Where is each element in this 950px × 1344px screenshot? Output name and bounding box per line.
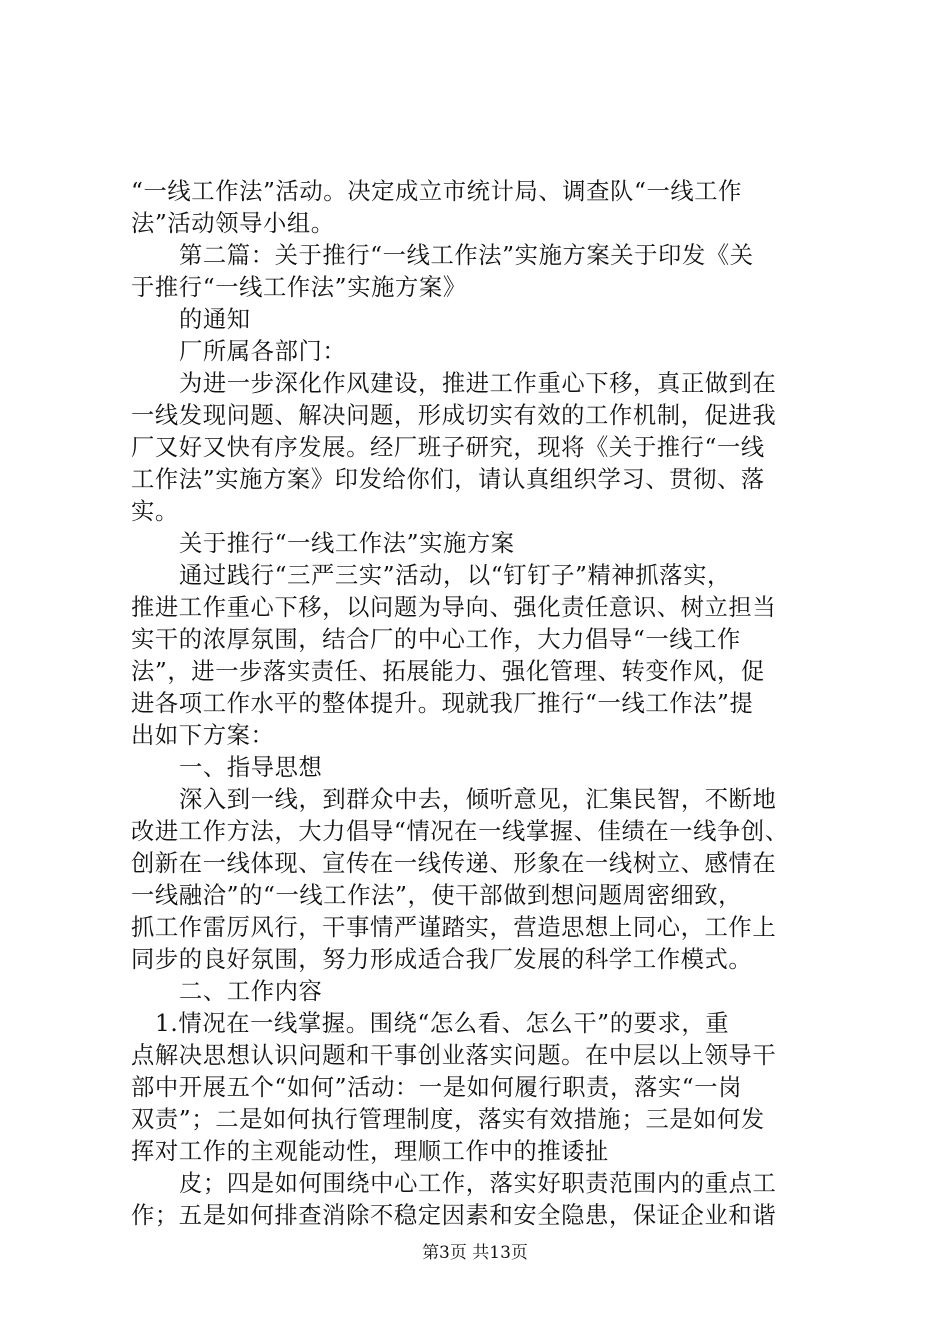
text-line: 改进工作方法，大力倡导“情况在一线掌握、佳绩在一线争创、 [131, 818, 789, 845]
text-line: 深入到一线，到群众中去，倾听意见，汇集民智，不断地 [179, 786, 777, 813]
text-line: 二、工作内容 [179, 978, 323, 1005]
text-line: 为进一步深化作风建设，推进工作重心下移，真正做到在 [179, 370, 777, 397]
text-line: 厂又好又快有序发展。经厂班子研究，现将《关于推行“一线 [131, 434, 765, 461]
text-line: 抓工作雷厉风行，干事情严谨踏实，营造思想上同心，工作上 [131, 914, 777, 941]
text-line: 工作法”实施方案》印发给你们，请认真组织学习、贯彻、落 [131, 466, 765, 493]
text-line: 作；五是如何排查消除不稳定因素和安全隐患，保证企业和谐 [131, 1202, 777, 1229]
text-line: 关于推行“一线工作法”实施方案 [179, 530, 515, 557]
text-line: 的通知 [179, 306, 251, 333]
text-line: 双责”；二是如何执行管理制度，落实有效措施；三是如何发 [131, 1106, 765, 1133]
text-line: 出如下方案： [131, 722, 275, 749]
text-line: 皮；四是如何围绕中心工作，落实好职责范围内的重点工 [179, 1170, 777, 1197]
text-line: 部中开展五个“如何”活动：一是如何履行职责，落实“一岗 [131, 1074, 743, 1101]
text-line: 第二篇：关于推行“一线工作法”实施方案关于印发《关 [179, 242, 754, 269]
text-line: 同步的良好氛围，努力形成适合我厂发展的科学工作模式。 [131, 946, 753, 973]
text-line: 进各项工作水平的整体提升。现就我厂推行“一线工作法”提 [131, 690, 754, 717]
text-line: 创新在一线体现、宣传在一线传递、形象在一线树立、感情在 [131, 850, 777, 877]
text-line: 通过践行“三严三实”活动，以“钉钉子”精神抓落实， [179, 562, 731, 589]
text-line: 一线发现问题、解决问题，形成切实有效的工作机制，促进我 [131, 402, 777, 429]
text-line: 于推行“一线工作法”实施方案》 [131, 274, 467, 301]
page-footer: 第3页 共13页 [422, 1243, 528, 1263]
text-line: 挥对工作的主观能动性，理顺工作中的推诿扯 [131, 1138, 609, 1165]
text-line: 实。 [131, 498, 179, 525]
text-line: 厂所属各部门： [179, 338, 347, 365]
text-line: 一线融洽”的“一线工作法”，使干部做到想问题周密细致， [131, 882, 743, 909]
text-line: “一线工作法”活动。决定成立市统计局、调查队“一线工作 [131, 178, 743, 205]
text-line: 法”，进一步落实责任、拓展能力、强化管理、转变作风，促 [131, 658, 765, 685]
text-line: 实干的浓厚氛围，结合厂的中心工作，大力倡导“一线工作 [131, 626, 741, 653]
text-line: 点解决思想认识问题和干事创业落实问题。在中层以上领导干 [131, 1042, 777, 1069]
document-body [131, 176, 831, 1232]
text-line: 推进工作重心下移，以问题为导向、强化责任意识、树立担当 [131, 594, 777, 621]
text-line: 法”活动领导小组。 [131, 210, 335, 237]
text-line: 1.情况在一线掌握。围绕“怎么看、怎么干”的要求，重 [155, 1010, 730, 1037]
text-line: 一、指导思想 [179, 754, 323, 781]
